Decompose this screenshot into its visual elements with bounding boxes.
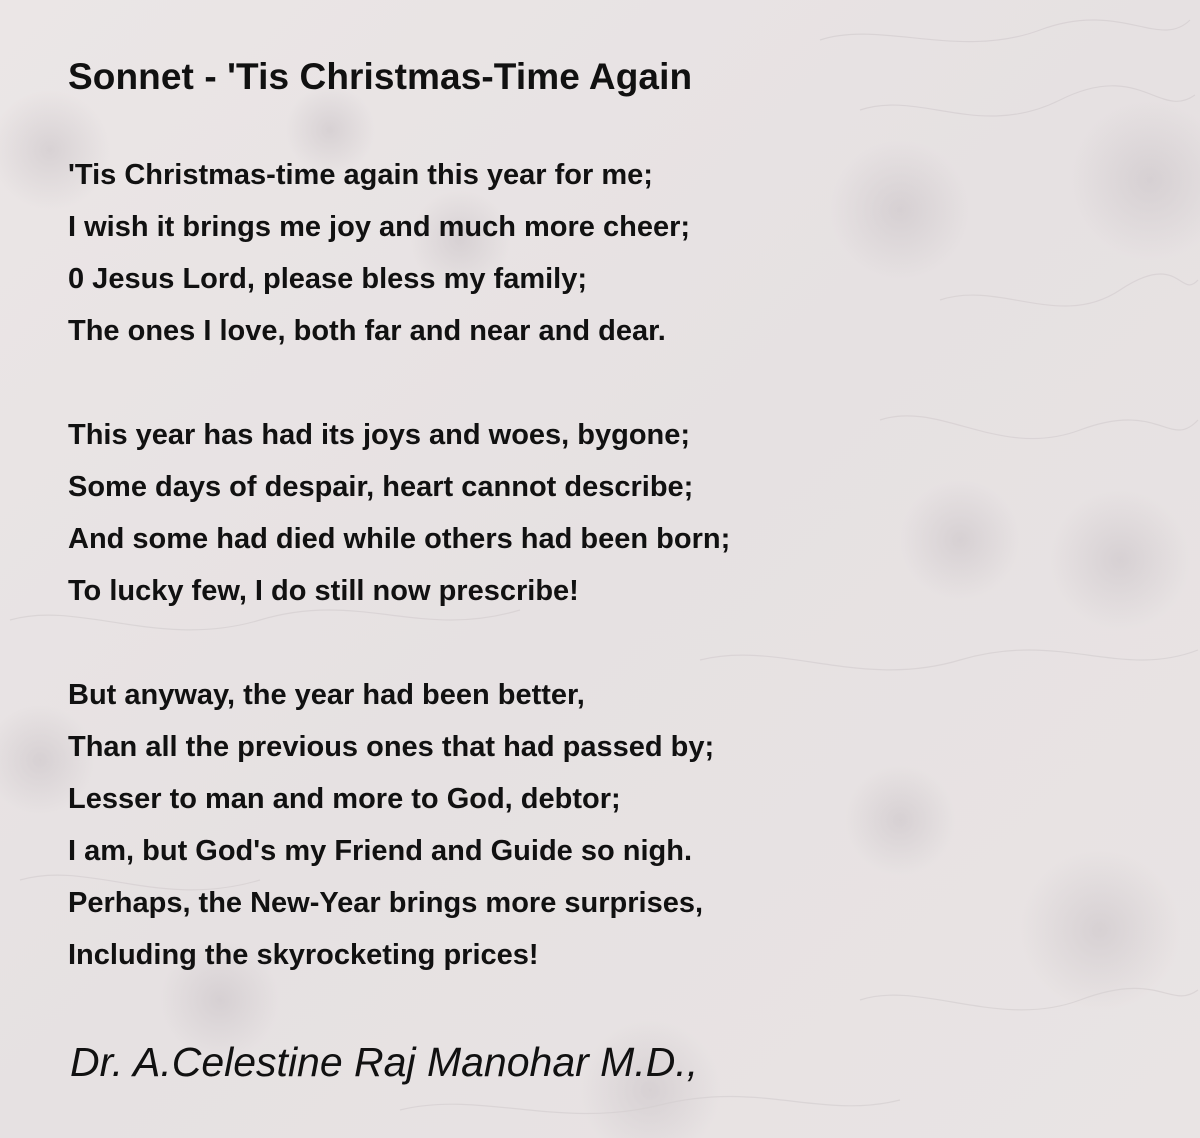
poem-line: This year has had its joys and woes, bygone; bbox=[68, 419, 691, 451]
poem-line: Lesser to man and more to God, debtor; bbox=[68, 783, 621, 815]
poem-line: 0 Jesus Lord, please bless my family; bbox=[68, 263, 588, 295]
poem-title: Sonnet - 'Tis Christmas-Time Again bbox=[68, 56, 693, 97]
poem-line: To lucky few, I do still now prescribe! bbox=[68, 575, 579, 607]
poem-line: And some had died while others had been born; bbox=[68, 523, 731, 555]
poem-author: Dr. A.Celestine Raj Manohar M.D., bbox=[70, 1039, 699, 1085]
poem-line: Perhaps, the New-Year brings more surprises, bbox=[68, 887, 704, 919]
poem-line: The ones I love, both far and near and dear. bbox=[68, 315, 666, 347]
stanza-1 bbox=[68, 149, 730, 357]
poem-body bbox=[68, 149, 730, 1033]
stanza-3 bbox=[68, 669, 730, 981]
poem-line: Some days of despair, heart cannot describe; bbox=[68, 471, 694, 503]
poem-line: Including the skyrocketing prices! bbox=[68, 939, 539, 971]
poem-line: Than all the previous ones that had passed by; bbox=[68, 731, 715, 763]
poem-line: I am, but God's my Friend and Guide so nigh. bbox=[68, 835, 692, 867]
poem-line: I wish it brings me joy and much more cheer; bbox=[68, 211, 691, 243]
poem-line: 'Tis Christmas-time again this year for me; bbox=[68, 159, 653, 191]
poem-line: But anyway, the year had been better, bbox=[68, 679, 585, 711]
stanza-2 bbox=[68, 409, 730, 617]
